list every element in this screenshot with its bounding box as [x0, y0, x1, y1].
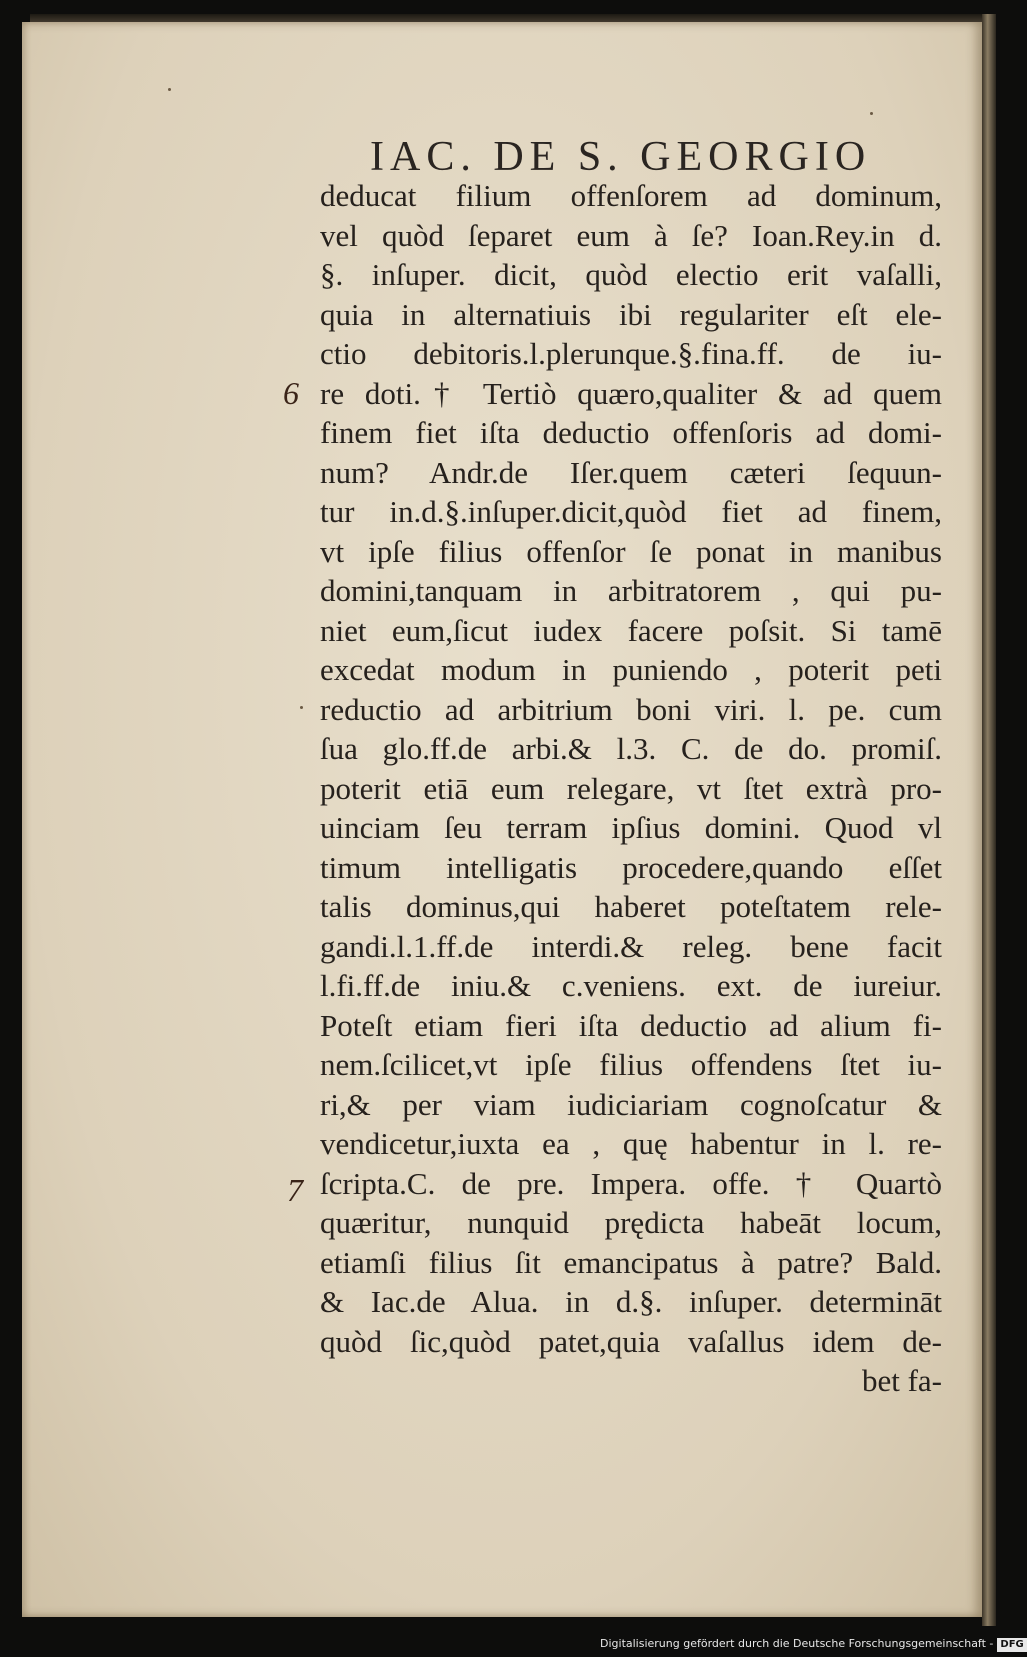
text-line: num? Andr.de Iſer.quem cæteri ſequun-	[320, 454, 942, 490]
text-line: gandi.l.1.ff.de interdi.& releg. bene facit	[320, 928, 942, 964]
text-line: vendicetur,iuxta ea , quę habentur in l. re-	[320, 1126, 942, 1161]
text-line: ctio debitoris.l.plerunque.§.fina.ff. de iu-	[320, 336, 942, 371]
text-line: deducat filium offenſorem ad dominum,	[320, 178, 942, 213]
footer-text: Digitalisierung gefördert durch die Deutsche Forschungsgemeinschaft -	[600, 1637, 994, 1650]
running-header: IAC. DE S. GEORGIO	[370, 134, 872, 180]
text-line: etiamſi filius ſit emancipatus à patre? Bald.	[320, 1244, 942, 1280]
text-line: quia in alternatiuis ibi regulariter eſt ele-	[320, 296, 942, 332]
text-line: timum intelligatis procedere,quando eſſet	[320, 849, 942, 885]
text-line: quòd ſic,quòd patet,quia vaſallus idem de-	[320, 1323, 942, 1359]
text-line: vt ipſe filius offenſor ſe ponat in manibus	[320, 533, 942, 569]
margin-number: 6	[283, 375, 299, 411]
text-line: finem fiet iſta deductio offenſoris ad domi-	[320, 415, 942, 450]
text-line: nem.ſcilicet,vt ipſe filius offendens ſtet iu-	[320, 1047, 942, 1082]
text-line: vel quòd ſeparet eum à ſe? Ioan.Rey.in d.	[320, 217, 942, 253]
text-line: ri,& per viam iudiciariam cognoſcatur &	[320, 1086, 942, 1122]
text-line: ſcripta.C. de pre. Impera. offe. † Quartò	[320, 1165, 942, 1201]
text-line: Poteſt etiam fieri iſta deductio ad alium fi-	[320, 1007, 942, 1043]
text-line: domini,tanquam in arbitratorem , qui pu-	[320, 573, 942, 608]
paper-speck	[300, 706, 303, 709]
text-line: reductio ad arbitrium boni viri. l. pe. cum	[320, 691, 942, 727]
text-line: ſua glo.ff.de arbi.& l.3. C. de do. promiſ.	[320, 731, 942, 766]
paper-speck	[168, 88, 171, 91]
digitization-footer	[600, 1635, 1024, 1653]
paper-speck	[870, 112, 873, 115]
catchword: bet fa-	[861, 1363, 942, 1398]
text-line: re doti.† Tertiò quæro,qualiter & ad quem	[320, 375, 942, 411]
text-line: uinciam ſeu terram ipſius domini. Quod vl	[320, 810, 942, 845]
dfg-logo: DFG	[997, 1638, 1026, 1652]
text-line: quæritur, nunquid prędicta habeāt locum,	[320, 1205, 942, 1240]
page-right-edge	[982, 14, 996, 1626]
text-line: l.fi.ff.de iniu.& c.veniens. ext. de iureiur.	[320, 968, 942, 1003]
text-line: niet eum,ſicut iudex facere poſsit. Si tamē	[320, 612, 942, 648]
margin-number: 7	[287, 1172, 303, 1208]
text-line: & Iac.de Alua. in d.§. inſuper. determināt	[320, 1284, 942, 1319]
text-line: §. inſuper. dicit, quòd electio erit vaſalli,	[320, 257, 942, 292]
text-line: poterit etiā eum relegare, vt ſtet extrà pro-	[320, 770, 942, 806]
text-body	[320, 176, 942, 1401]
text-line: excedat modum in puniendo , poterit peti	[320, 652, 942, 687]
text-line: tur in.d.§.inſuper.dicit,quòd fiet ad finem,	[320, 494, 942, 529]
text-line: talis dominus,qui haberet poteſtatem rele-	[320, 889, 942, 924]
